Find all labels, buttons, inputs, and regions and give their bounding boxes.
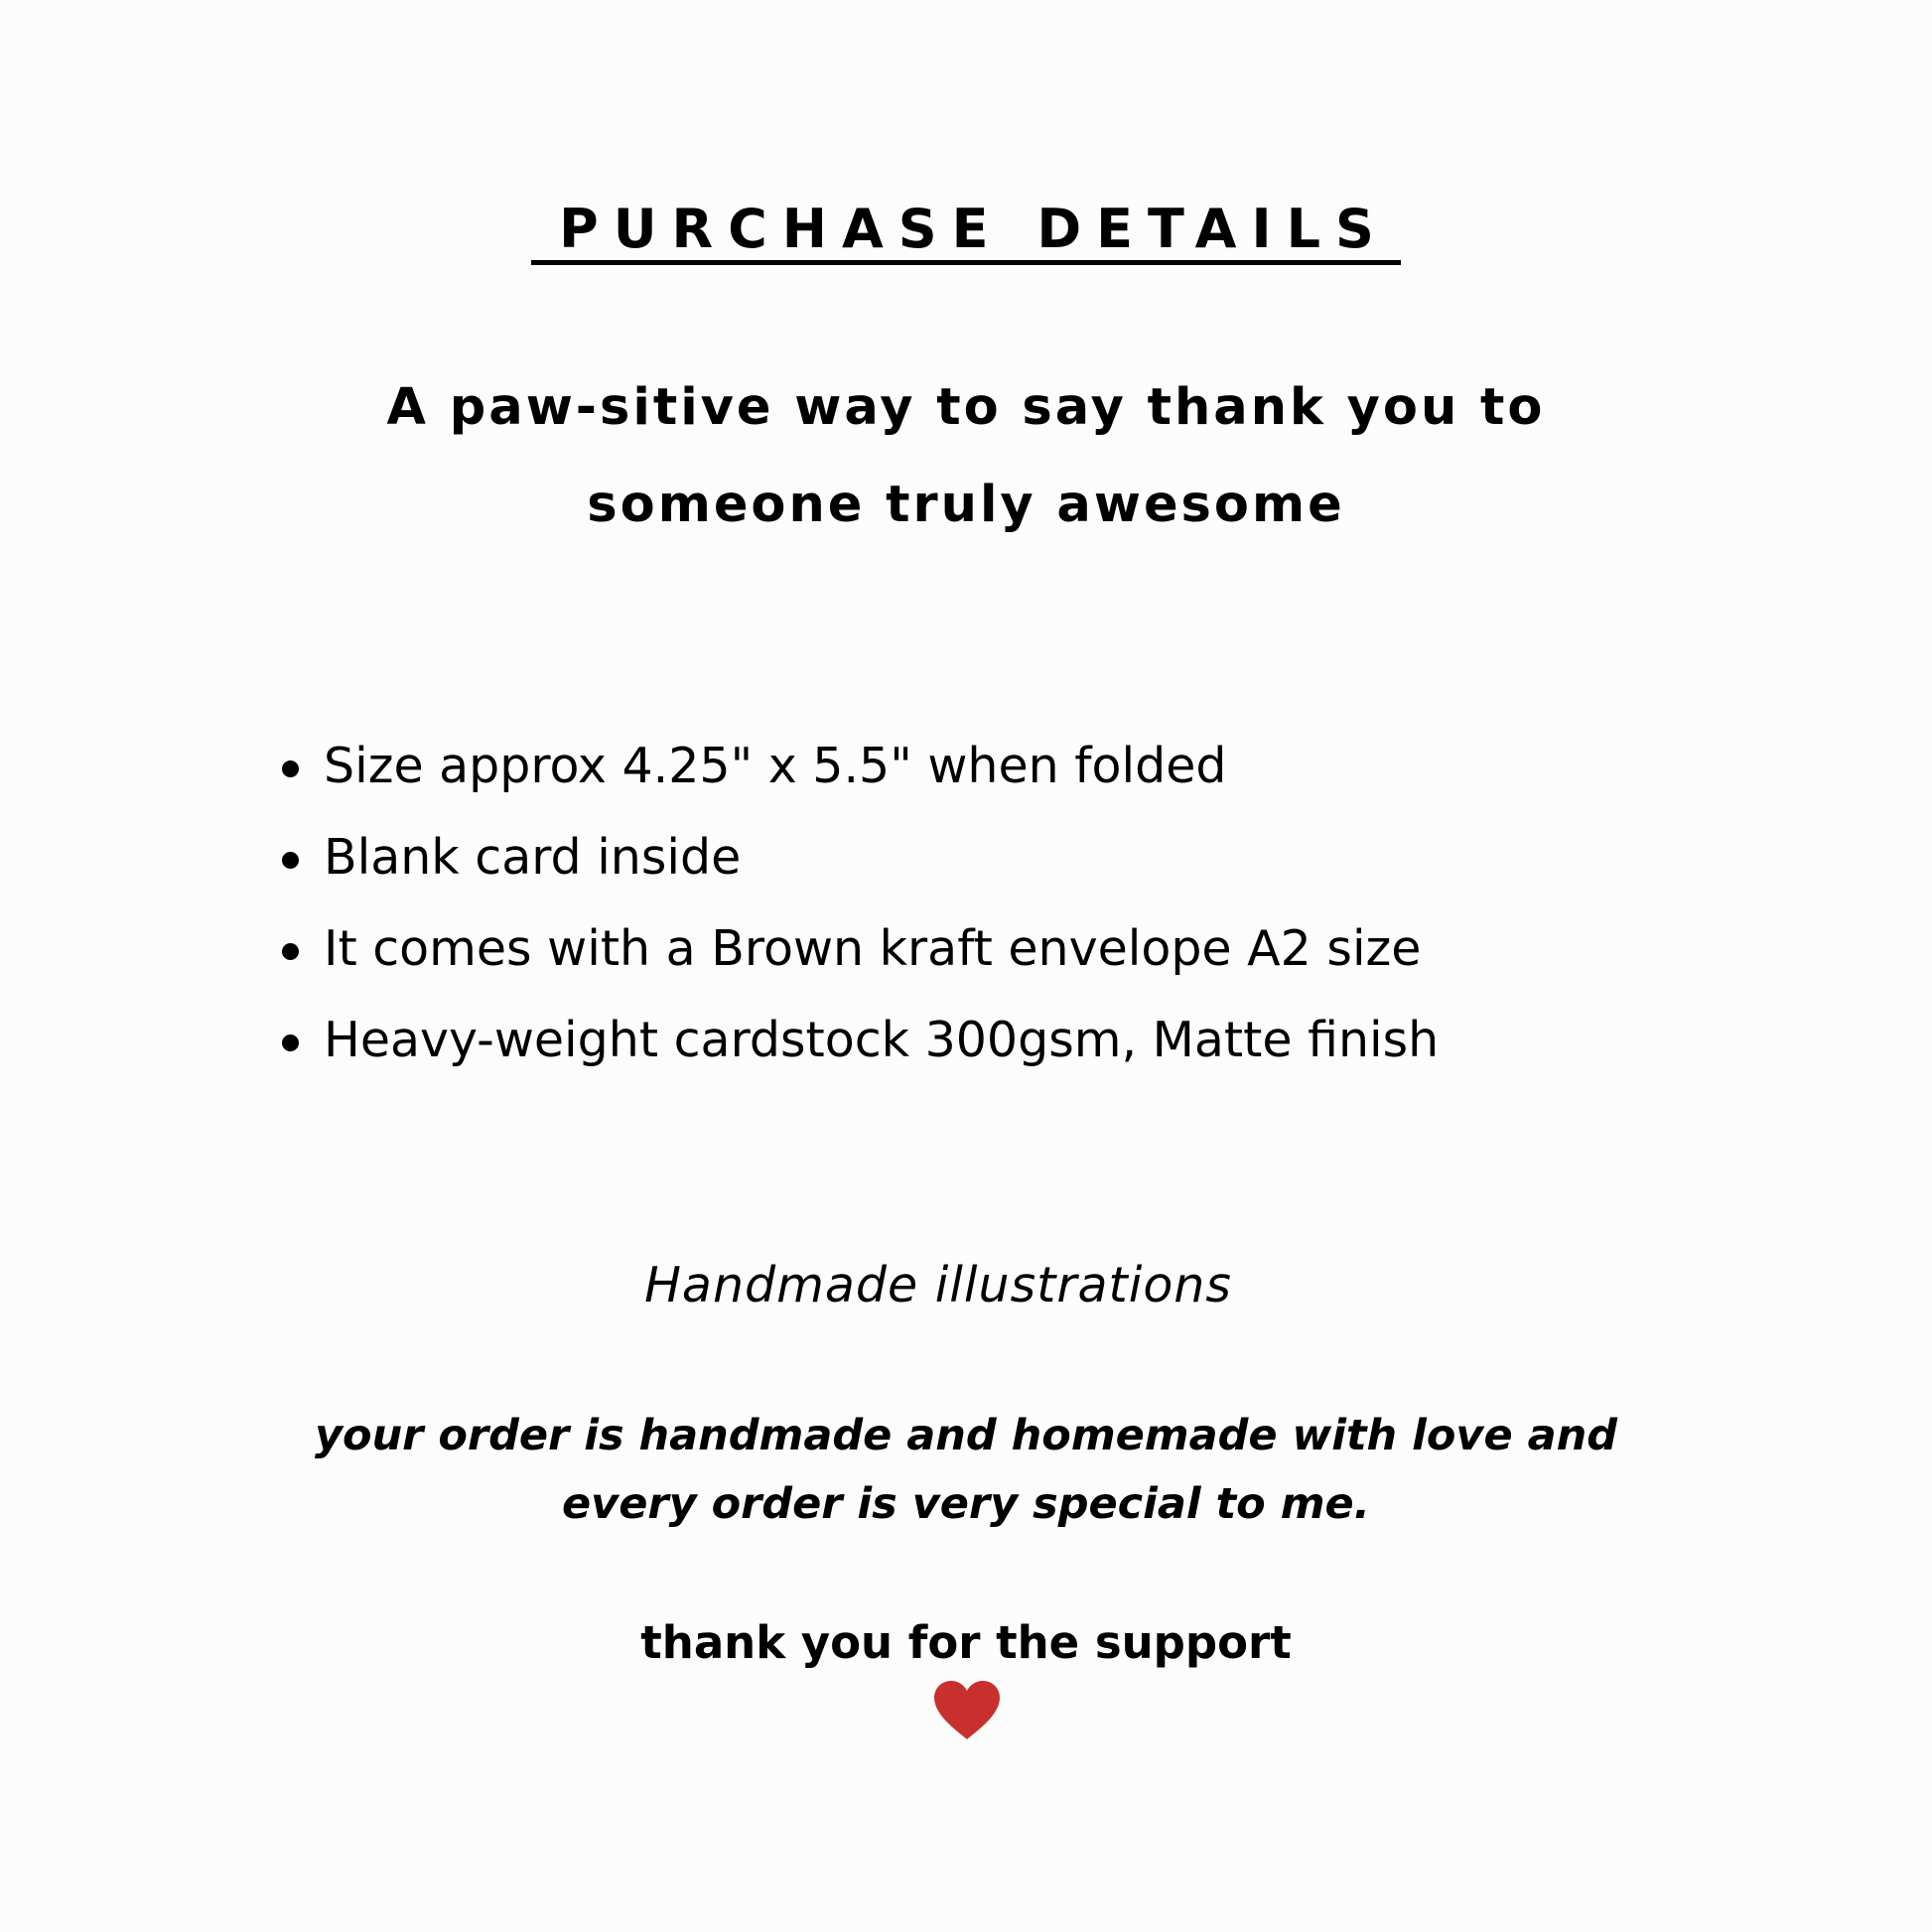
feature-text: It comes with a Brown kraft envelope A2 size [324,920,1422,977]
feature-item [280,721,1439,812]
feature-item [280,812,1439,903]
tagline-line-2: someone truly awesome [587,476,1345,534]
love-note-line-1: your order is handmade and homemade with love and [315,1411,1617,1460]
features-list [280,721,1439,1086]
love-note [0,1402,1932,1539]
bullet-icon [282,760,299,777]
bullet-icon [282,852,299,869]
feature-item [280,995,1439,1086]
page-heading-text: PURCHASE DETAILS [531,199,1401,265]
bullet-icon [282,943,299,960]
feature-text: Size approx 4.25" x 5.5" when folded [324,738,1227,794]
tagline-line-1: A paw-sitive way to say thank you to [386,378,1546,437]
love-note-line-2: every order is very special to me. [562,1479,1370,1529]
feature-text: Blank card inside [324,829,742,886]
feature-text: Heavy-weight cardstock 300gsm, Matte finish [324,1012,1440,1068]
feature-item [280,903,1439,995]
handmade-note: Handmade illustrations [644,1257,1232,1313]
bullet-icon [282,1035,299,1051]
tagline [0,359,1932,554]
page-heading [0,195,1932,265]
heart-icon [932,1680,1002,1741]
thanks-message: thank you for the support [640,1616,1292,1669]
